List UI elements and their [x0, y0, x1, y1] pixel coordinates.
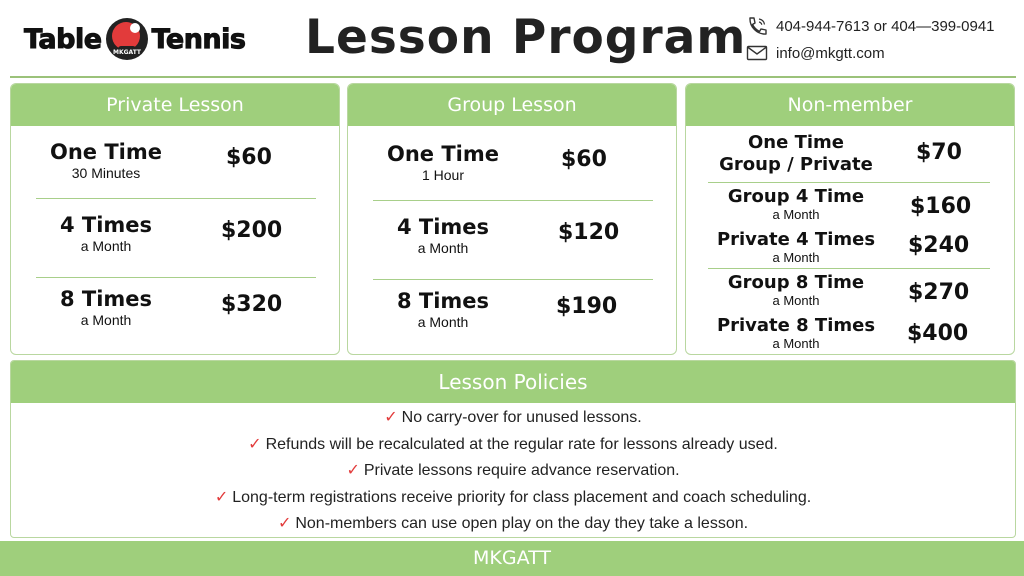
- option-label: [11, 286, 201, 329]
- option-detail: a Month: [80, 312, 132, 328]
- header-divider: [10, 76, 1016, 78]
- contact-info: [746, 14, 995, 68]
- option-label: [696, 272, 896, 308]
- option-name-line2: Group / Private: [719, 154, 873, 175]
- header: [0, 0, 1024, 78]
- option-name: One Time: [386, 142, 499, 166]
- option-detail: 1 Hour: [421, 167, 465, 183]
- non-member-body: [686, 126, 1014, 355]
- group-lesson-title: Group Lesson: [348, 84, 676, 126]
- row-divider: [373, 279, 653, 280]
- private-lesson-title: Private Lesson: [11, 84, 339, 126]
- option-label: [348, 288, 538, 331]
- email-row: [746, 41, 995, 65]
- policy-item: [11, 511, 1015, 538]
- private-lesson-card: [10, 83, 340, 355]
- option-name: 4 Times: [59, 213, 153, 237]
- checkmark-icon: ✓: [248, 435, 262, 453]
- option-name: Private 8 Times: [716, 315, 876, 336]
- checkmark-icon: ✓: [346, 462, 360, 479]
- policy-text: Non-members can use open play on the day they take a lesson.: [295, 515, 749, 532]
- policy-text: No carry-over for unused lessons.: [401, 409, 642, 426]
- option-label: [348, 141, 538, 184]
- page-title: Lesson Program: [305, 10, 747, 65]
- logo-word-table: Table: [24, 23, 102, 55]
- option-detail: a Month: [417, 314, 469, 330]
- footer-brand: MKGATT: [0, 541, 1024, 576]
- option-detail: 30 Minutes: [71, 165, 141, 181]
- option-price: $60: [226, 145, 272, 170]
- option-name: Private 4 Times: [716, 229, 876, 250]
- option-price: $190: [556, 294, 618, 319]
- option-price: $70: [916, 140, 962, 165]
- policy-item: [11, 405, 1015, 432]
- row-divider: [373, 200, 653, 201]
- private-lesson-body: [11, 126, 339, 355]
- policy-item: [11, 485, 1015, 512]
- policy-text: Private lessons require advance reservation.: [363, 462, 680, 479]
- lesson-policies-title: Lesson Policies: [11, 361, 1015, 403]
- option-detail: a Month: [417, 240, 469, 256]
- option-price: $240: [908, 233, 970, 258]
- logo: [24, 14, 245, 64]
- option-price: $400: [907, 321, 969, 346]
- option-name: Group 8 Time: [727, 272, 865, 293]
- logo-badge-text: MKGATT: [112, 49, 141, 56]
- option-price: $120: [558, 220, 620, 245]
- option-label: [696, 229, 896, 265]
- option-label: [696, 315, 896, 351]
- option-detail: a Month: [772, 250, 820, 265]
- logo-word-tennis: Tennis: [151, 23, 246, 55]
- row-divider: [36, 277, 316, 278]
- option-price: $160: [910, 194, 972, 219]
- checkmark-icon: ✓: [384, 409, 398, 426]
- option-name: Group 4 Time: [727, 186, 865, 207]
- option-label: [11, 139, 201, 182]
- checkmark-icon: ✓: [214, 488, 229, 506]
- lesson-policies-section: [10, 360, 1016, 538]
- option-detail: a Month: [772, 293, 820, 308]
- row-divider: [36, 198, 316, 199]
- option-name: One Time: [747, 132, 844, 153]
- option-name: One Time: [49, 140, 162, 164]
- option-price: $200: [221, 218, 283, 243]
- group-lesson-body: [348, 126, 676, 355]
- option-price: $60: [561, 147, 607, 172]
- email-text[interactable]: info@mkgtt.com: [776, 44, 885, 62]
- row-divider: [708, 182, 990, 183]
- group-lesson-card: [347, 83, 677, 355]
- non-member-card: [685, 83, 1015, 355]
- option-name: 8 Times: [59, 287, 153, 311]
- policy-item: [11, 458, 1015, 485]
- non-member-title: Non-member: [686, 84, 1014, 126]
- envelope-icon: [746, 45, 768, 61]
- option-name: 8 Times: [396, 289, 490, 313]
- phone-row: [746, 14, 995, 38]
- option-price: $320: [221, 292, 283, 317]
- option-label: [696, 132, 896, 176]
- policy-list: [11, 403, 1015, 538]
- option-label: [11, 212, 201, 255]
- option-detail: a Month: [772, 336, 820, 351]
- policy-text: Refunds will be recalculated at the regular rate for lessons already used.: [265, 435, 778, 453]
- phone-icon: [746, 16, 768, 36]
- policy-text: Long-term registrations receive priority for class placement and coach scheduling.: [232, 488, 812, 506]
- policy-item: [11, 432, 1015, 459]
- option-price: $270: [908, 280, 970, 305]
- option-detail: a Month: [80, 238, 132, 254]
- row-divider: [708, 268, 990, 269]
- option-name: 4 Times: [396, 215, 490, 239]
- option-label: [348, 214, 538, 257]
- phone-text[interactable]: 404-944-7613 or 404—399-0941: [776, 17, 995, 35]
- checkmark-icon: ✓: [277, 515, 292, 532]
- option-detail: a Month: [772, 207, 820, 222]
- option-label: [696, 186, 896, 222]
- ping-pong-paddle-icon: [104, 16, 150, 62]
